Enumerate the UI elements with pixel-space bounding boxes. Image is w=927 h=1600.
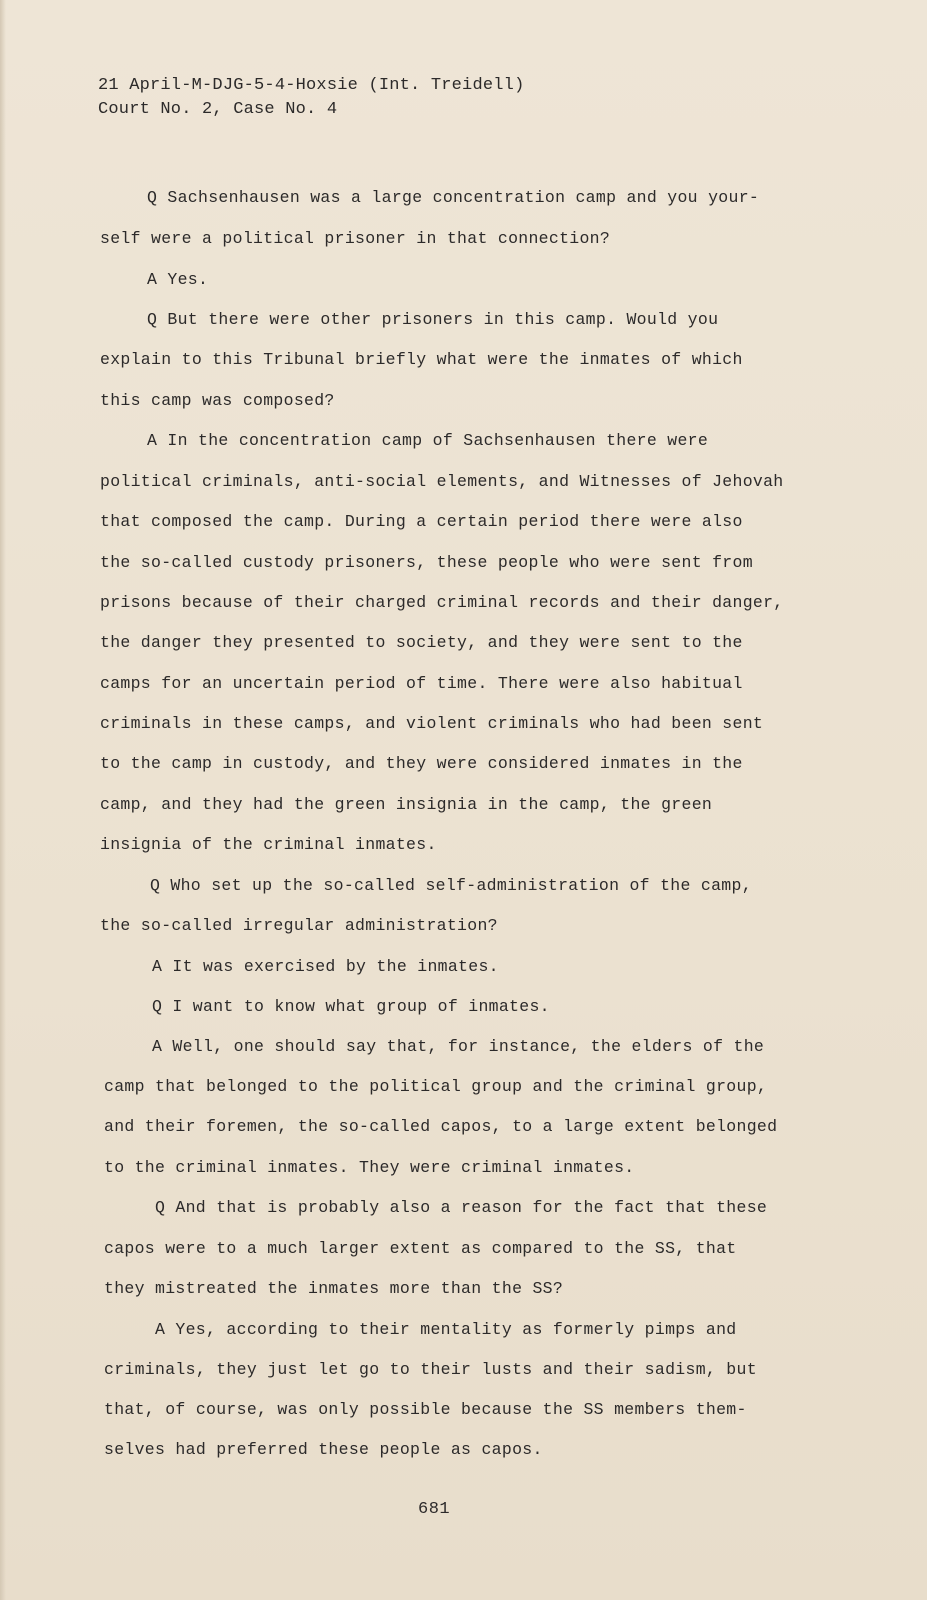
- transcript-line: camps for an uncertain period of time. There were also habitual: [100, 674, 743, 693]
- transcript-line: explain to this Tribunal briefly what were the inmates of which: [100, 350, 743, 369]
- transcript-line: A Yes.: [147, 270, 209, 289]
- transcript-line: camp, and they had the green insignia in the camp, the green: [100, 795, 713, 814]
- transcript-line: A Yes, according to their mentality as formerly pimps and: [155, 1320, 737, 1339]
- transcript-line: insignia of the criminal inmates.: [100, 835, 437, 854]
- transcript-line: this camp was composed?: [100, 391, 335, 410]
- transcript-line: selves had preferred these people as capos.: [104, 1440, 543, 1459]
- transcript-line: criminals in these camps, and violent criminals who had been sent: [100, 714, 764, 733]
- transcript-line: A Well, one should say that, for instance, the elders of the: [152, 1037, 765, 1056]
- transcript-line: that, of course, was only possible because the SS members them-: [104, 1400, 747, 1419]
- transcript-line: the so-called custody prisoners, these people who were sent from: [100, 553, 753, 572]
- transcript-line: self were a political prisoner in that connection?: [100, 229, 611, 248]
- page-number: 681: [418, 1500, 451, 1519]
- transcript-line: Q Sachsenhausen was a large concentration camp and you your-: [147, 188, 760, 207]
- page-edge-shadow: [0, 0, 6, 1600]
- transcript-line: prisons because of their charged criminal records and their danger,: [100, 593, 784, 612]
- transcript-line: to the camp in custody, and they were considered inmates in the: [100, 754, 743, 773]
- header-line-court: Court No. 2, Case No. 4: [98, 100, 338, 119]
- transcript-line: and their foremen, the so-called capos, to a large extent belonged: [104, 1117, 778, 1136]
- transcript-line: that composed the camp. During a certain period there were also: [100, 512, 743, 531]
- transcript-line: Q Who set up the so-called self-administration of the camp,: [150, 876, 752, 895]
- transcript-line: criminals, they just let go to their lusts and their sadism, but: [104, 1360, 757, 1379]
- transcript-line: camp that belonged to the political group and the criminal group,: [104, 1077, 768, 1096]
- transcript-line: capos were to a much larger extent as compared to the SS, that: [104, 1239, 737, 1258]
- transcript-line: they mistreated the inmates more than the SS?: [104, 1279, 564, 1298]
- transcript-line: political criminals, anti-social elements, and Witnesses of Jehovah: [100, 472, 784, 491]
- header-line-session: 21 April-M-DJG-5-4-Hoxsie (Int. Treidell): [98, 76, 525, 95]
- transcript-line: to the criminal inmates. They were criminal inmates.: [104, 1158, 635, 1177]
- transcript-line: the danger they presented to society, and they were sent to the: [100, 633, 743, 652]
- document-header: [98, 74, 524, 122]
- transcript-line: A It was exercised by the inmates.: [152, 957, 499, 976]
- transcript-line: Q I want to know what group of inmates.: [152, 997, 550, 1016]
- transcript-line: the so-called irregular administration?: [100, 916, 498, 935]
- transcript-line: A In the concentration camp of Sachsenhausen there were: [147, 431, 709, 450]
- transcript-line: Q And that is probably also a reason for the fact that these: [155, 1198, 768, 1217]
- transcript-line: Q But there were other prisoners in this camp. Would you: [147, 310, 719, 329]
